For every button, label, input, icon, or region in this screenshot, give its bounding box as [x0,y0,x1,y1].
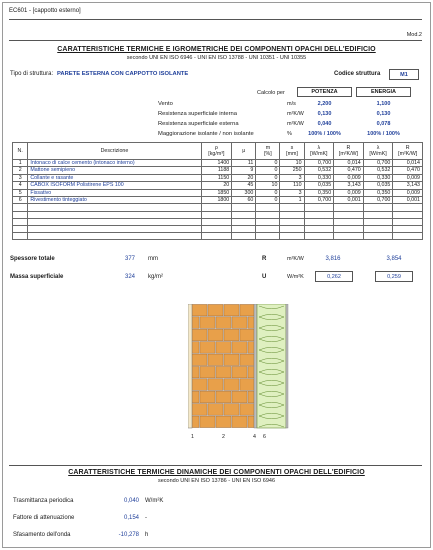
layer-mu: 300 [232,189,256,196]
calc-row-potenza: 100% / 100% [308,131,341,137]
empty-cell [232,232,256,239]
empty-cell [256,218,280,225]
empty-cell [280,211,304,218]
empty-cell [13,218,28,225]
layer-s: 1 [280,197,304,204]
brick [200,317,215,328]
calc-col-energia: ENERGIA [356,87,411,97]
layer-row [13,197,423,204]
brick [240,354,254,365]
m-unit: [%] [264,151,272,157]
empty-cell [304,232,334,239]
brick [192,329,207,340]
dynamic-row-label: Fattore di attenuazione [13,515,75,521]
brick [248,416,254,427]
layer-n: 5 [13,189,28,196]
empty-cell [13,211,28,218]
structure-code-label: Codice struttura [334,71,381,77]
u-total-energia: 0,259 [375,271,413,282]
calc-row-energia: 1,100 [376,101,391,107]
col-lambda1-header [304,143,334,160]
header-divider-2 [9,40,422,41]
empty-cell [256,211,280,218]
empty-cell [13,204,28,211]
layer-row [13,189,423,196]
layer-n: 2 [13,167,28,174]
layer-rho: 1150 [201,174,232,181]
empty-cell [363,218,393,225]
layer-mu: 45 [232,182,256,189]
layer-r1: 0,009 [334,174,364,181]
layer-mu: 9 [232,167,256,174]
m-symbol: m [265,145,271,151]
dynamic-row-label: Sfasamento dell'onda [13,532,71,538]
dynamic-row-value: 0,040 [123,498,139,504]
calc-row-energia: 100% / 100% [367,131,400,137]
empty-cell [280,232,304,239]
document-page [2,2,431,548]
layer-s: 10 [280,160,304,167]
empty-cell [201,225,232,232]
brick [208,404,223,415]
thickness-value: 377 [125,256,136,262]
brick [192,391,199,402]
r-total-potenza: 3,816 [325,256,341,262]
dynamic-section-subtitle: secondo UNI EN ISO 13786 - UNI EN ISO 6946 [157,478,276,484]
col-mu-header: μ [232,143,256,160]
layer-m: 10 [256,182,280,189]
brick [232,367,247,378]
layer-s: 110 [280,182,304,189]
empty-cell [13,232,28,239]
layer-r1: 0,009 [334,189,364,196]
r-total-label: R [262,256,267,262]
layer-lambda1: 0,700 [304,197,334,204]
brick [224,354,239,365]
layer-lambda1: 0,700 [304,160,334,167]
layer-m: 0 [256,197,280,204]
col-r1-header [334,143,364,160]
col-rho-header [201,143,232,160]
empty-cell [256,225,280,232]
layer-lambda2: 0,330 [363,174,393,181]
s-unit: [mm] [286,151,298,157]
brick [208,379,223,390]
empty-cell [201,204,232,211]
calc-row-unit: m²K/W [287,121,304,127]
layer-rho: 1800 [201,197,232,204]
layer-description: Intonaco di calce cemento (intonaco interno) [28,160,201,167]
calc-row-energia: 0,078 [376,121,391,127]
empty-cell [232,225,256,232]
layer-s: 3 [280,189,304,196]
layer-lambda1: 0,330 [304,174,334,181]
brick [192,379,207,390]
dynamic-section-title: CARATTERISTICHE TERMICHE DINAMICHE DEI COMPONENTI OPACHI DELL'EDIFICIO [68,469,365,476]
layer-s: 3 [280,174,304,181]
document-code: EC601 - [cappotto esterno] [9,8,81,14]
layer-r1: 0,014 [334,160,364,167]
layer-n: 1 [13,160,28,167]
structure-type-label: Tipo di struttura: [10,71,54,77]
brick [232,391,247,402]
calc-row-label: Maggiorazione isolante / non isolante [158,131,254,137]
rho-unit: [kg/m³] [208,151,225,157]
thickness-label: Spessore totale [10,256,55,262]
layer-row [13,174,423,181]
dynamic-row-unit: W/m²K [145,498,164,504]
dynamic-divider [9,465,422,466]
empty-cell [256,204,280,211]
mass-label: Massa superficiale [10,274,64,280]
layers-header-row [13,143,423,160]
r-total-energia: 3,854 [386,256,402,262]
empty-cell [393,232,423,239]
calc-row-unit: m/s [287,101,296,107]
empty-cell [280,204,304,211]
empty-cell [304,211,334,218]
static-section-title: CARATTERISTICHE TERMICHE E IGROMETRICHE DEI COMPONENTI OPACHI DELL'EDIFICIO [57,46,376,53]
brick [240,305,254,316]
empty-cell [28,211,201,218]
layer-description: CABOX ISOFORM Polistirene EPS 100 [28,182,201,189]
empty-cell [28,218,201,225]
col-lambda2-header [363,143,393,160]
insulation-layer [257,304,286,428]
brick [208,354,223,365]
brick [216,367,231,378]
layer-row [13,167,423,174]
structure-type-value: PARETE ESTERNA CON CAPPOTTO ISOLANTE [57,71,189,77]
u-total-label: U [262,274,267,280]
empty-layer-row [13,204,423,211]
brick [240,404,254,415]
layers-body [13,160,423,240]
brick-layer [192,304,254,428]
empty-cell [28,225,201,232]
empty-cell [304,204,334,211]
brick [208,329,223,340]
brick [192,354,207,365]
col-r2-header [393,143,423,160]
empty-cell [334,204,364,211]
brick [216,391,231,402]
layers-table [12,142,423,240]
structure-code-value: M1 [389,69,419,80]
empty-cell [334,218,364,225]
r2-unit: [m²K/W] [398,151,418,157]
layer-rho: 1188 [201,167,232,174]
layer-r1: 0,470 [334,167,364,174]
layer-r2: 0,470 [393,167,423,174]
calc-row-label: Resistenza superficiale esterna [158,121,239,127]
brick [208,305,223,316]
brick [248,391,254,402]
layer-r2: 0,009 [393,189,423,196]
layer-row [13,160,423,167]
layer-s: 250 [280,167,304,174]
brick [232,416,247,427]
brick [200,391,215,402]
layer-r2: 0,014 [393,160,423,167]
brick [232,317,247,328]
adhesive-layer [254,304,257,428]
empty-cell [334,211,364,218]
empty-cell [232,204,256,211]
mass-value: 324 [125,274,136,280]
brick [216,317,231,328]
layer-r1: 3,143 [334,182,364,189]
layer-number-label: 4 [253,434,256,440]
empty-cell [13,225,28,232]
layer-rho: 1400 [201,160,232,167]
s-symbol: s [290,145,294,151]
calc-row-unit: m²K/W [287,111,304,117]
r-total-unit: m²K/W [287,256,304,262]
lambda1-symbol: λ [317,145,321,151]
brick [216,416,231,427]
brick [192,416,199,427]
layer-n: 3 [13,174,28,181]
layer-mu: 11 [232,160,256,167]
calc-row-potenza: 2,200 [317,101,332,107]
finish-layer [286,304,288,428]
lambda2-unit: [W/mK] [369,151,387,157]
brick [192,404,207,415]
brick [192,367,199,378]
empty-cell [201,218,232,225]
r2-symbol: R [405,145,410,151]
empty-layer-row [13,218,423,225]
layer-mu: 20 [232,174,256,181]
brick [224,305,239,316]
empty-cell [393,211,423,218]
layer-lambda2: 0,035 [363,182,393,189]
layer-description: Collante e rasante [28,174,201,181]
brick [240,379,254,390]
calc-row-unit: % [287,131,292,137]
layer-row [13,182,423,189]
calc-row-label: Vento [158,101,173,107]
layer-number-label: 2 [222,434,225,440]
layer-description: Mattone semipieno [28,167,201,174]
calc-row-label: Resistenza superficiale interna [158,111,237,117]
brick [192,305,207,316]
empty-cell [256,232,280,239]
layer-r1: 0,001 [334,197,364,204]
dynamic-row-unit: - [145,515,147,521]
r1-symbol: R [346,145,351,151]
empty-cell [201,232,232,239]
calc-row-energia: 0,130 [376,111,391,117]
layer-r2: 0,001 [393,197,423,204]
layer-rho: 20 [201,182,232,189]
calc-row-potenza: 0,130 [317,111,332,117]
u-total-unit: W/m²K [287,274,304,280]
layer-number-label: 6 [263,434,266,440]
brick [240,329,254,340]
layer-r2: 3,143 [393,182,423,189]
empty-cell [363,204,393,211]
layer-n: 6 [13,197,28,204]
dynamic-row-value: 0,154 [123,515,139,521]
brick [200,367,215,378]
empty-cell [393,218,423,225]
brick [192,317,199,328]
layer-m: 0 [256,174,280,181]
rho-symbol: ρ [214,145,218,151]
layer-description: Fissativo [28,189,201,196]
calc-col-potenza: POTENZA [297,87,352,97]
layer-lambda2: 0,532 [363,167,393,174]
brick [232,342,247,353]
lambda2-symbol: λ [376,145,380,151]
layer-lambda1: 0,532 [304,167,334,174]
brick [224,329,239,340]
lambda1-unit: [W/mK] [310,151,328,157]
empty-cell [363,211,393,218]
layer-m: 0 [256,167,280,174]
col-s-header [280,143,304,160]
empty-cell [280,225,304,232]
empty-cell [232,211,256,218]
brick [248,317,254,328]
layer-lambda1: 0,035 [304,182,334,189]
layer-m: 0 [256,160,280,167]
empty-layer-row [13,232,423,239]
layer-lambda2: 0,350 [363,189,393,196]
brick [224,379,239,390]
empty-cell [334,232,364,239]
brick [192,342,199,353]
empty-cell [334,225,364,232]
brick [216,342,231,353]
mass-unit: kg/m² [148,274,163,280]
calc-for-label: Calcolo per [257,90,285,96]
thickness-unit: mm [148,256,158,262]
layer-number-label: 1 [191,434,194,440]
empty-cell [304,218,334,225]
empty-cell [28,232,201,239]
layer-r2: 0,009 [393,174,423,181]
empty-cell [393,225,423,232]
empty-cell [280,218,304,225]
plaster-layer [188,304,192,428]
r1-unit: [m²K/W] [338,151,359,157]
brick [248,367,254,378]
empty-layer-row [13,211,423,218]
empty-cell [363,232,393,239]
empty-cell [201,211,232,218]
brick [224,404,239,415]
layer-lambda2: 0,700 [363,160,393,167]
empty-cell [393,204,423,211]
wall-cross-section [188,304,298,434]
col-desc-header: Descrizione [28,143,201,160]
empty-cell [28,204,201,211]
dynamic-row-label: Trasmittanza periodica [13,498,74,504]
layer-description: Rivestimento tinteggiato [28,197,201,204]
col-n-header: N. [13,143,28,160]
module-label: Mod.2 [406,32,422,38]
layer-mu: 60 [232,197,256,204]
empty-cell [232,218,256,225]
static-section-subtitle: secondo UNI EN ISO 6946 - UNI EN ISO 13788 - UNI 10351 - UNI 10355 [126,55,307,61]
brick [200,416,215,427]
header-divider [9,19,422,20]
layer-lambda2: 0,700 [363,197,393,204]
empty-cell [363,225,393,232]
layer-rho: 1850 [201,189,232,196]
col-m-header [256,143,280,160]
calc-row-potenza: 0,040 [317,121,332,127]
dynamic-row-unit: h [145,532,149,538]
layer-lambda1: 0,350 [304,189,334,196]
brick [248,342,254,353]
u-total-potenza: 0,262 [315,271,353,282]
empty-layer-row [13,225,423,232]
layer-m: 0 [256,189,280,196]
empty-cell [304,225,334,232]
layer-n: 4 [13,182,28,189]
dynamic-row-value: -10,278 [118,532,139,538]
brick [200,342,215,353]
